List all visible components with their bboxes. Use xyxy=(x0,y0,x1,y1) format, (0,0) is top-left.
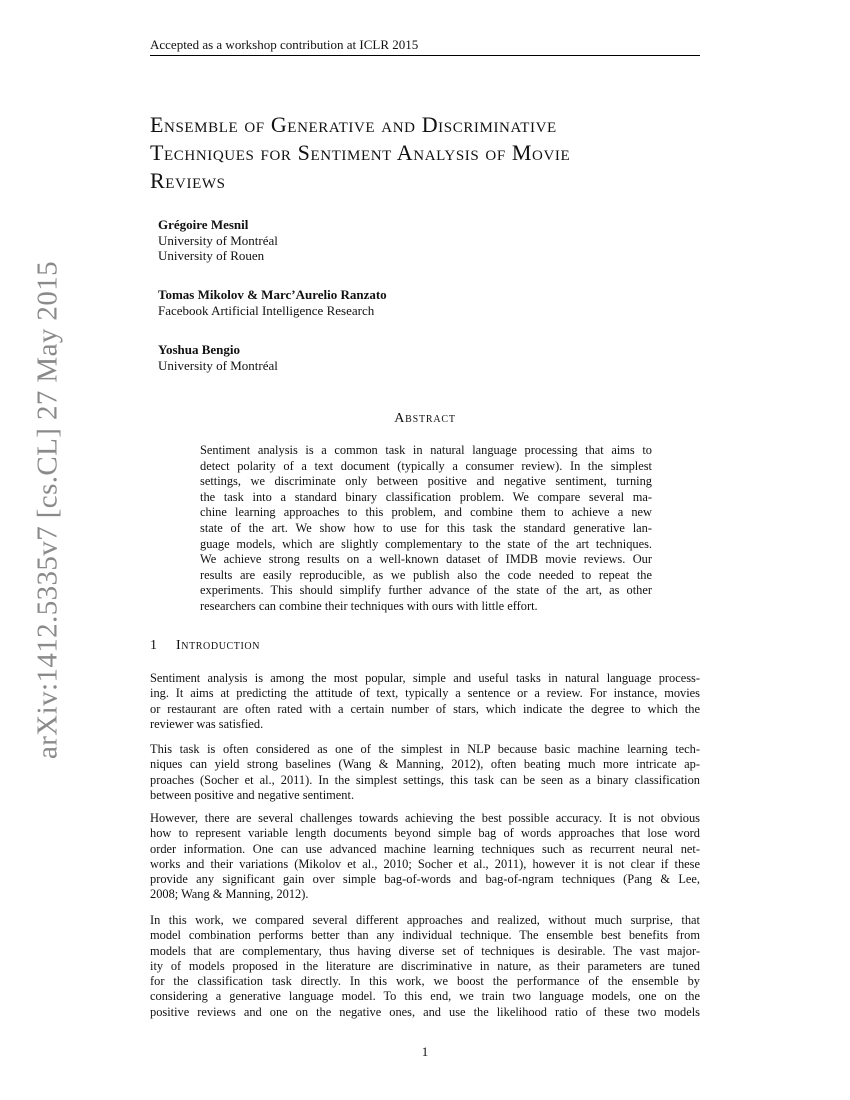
abstract-line: Sentiment analysis is a common task in natural language processing that aims to xyxy=(200,443,652,457)
abstract-line: We achieve strong results on a well-known dataset of IMDB movie reviews. Our xyxy=(200,552,652,567)
abstract-line: experiments. This should simplify further advance of the state of the art, as other xyxy=(200,583,652,598)
section-title: Introduction xyxy=(176,638,261,653)
paragraph-line: how to represent variable length documents beyond simple bag of words approaches that lose word xyxy=(150,826,700,841)
abstract-line: results are easily reproducible, as we publish also the code needed to repeat the xyxy=(200,567,652,582)
author-affiliation: University of Rouen xyxy=(158,248,265,263)
body-paragraph xyxy=(150,811,700,903)
author-affiliation: University of Montréal xyxy=(158,357,278,373)
paragraph-line: order information. One can use advanced machine learning techniques such as recurrent neural net- xyxy=(150,841,700,856)
header-rule xyxy=(150,55,700,56)
author-name: Yoshua Bengio xyxy=(158,342,240,357)
paragraph-line: positive reviews and one on the negative ones, and use the likelihood ratio of these two models xyxy=(150,1004,700,1019)
arxiv-stamp: arXiv:1412.5335v7 [cs.CL] 27 May 2015 xyxy=(31,260,64,760)
paragraph-line: works and their variations (Mikolov et al., 2010; Socher et al., 2011), however it is not clear if these xyxy=(150,856,700,871)
paragraph-line: provide any significant gain over simple bag-of-words and bag-of-ngram techniques (Pang & Lee, xyxy=(150,872,700,887)
body-paragraph xyxy=(150,913,700,1020)
paragraph-line: ing. It aims at predicting the attitude of text, typically a sentence or a review. For instance, movies xyxy=(150,686,700,701)
paragraph-line: niques can yield strong baselines (Wang & Manning, 2012), often beating much more intricate ap- xyxy=(150,757,700,772)
author-affiliation: Facebook Artificial Intelligence Research xyxy=(158,302,375,318)
section-heading xyxy=(150,638,260,654)
paragraph-line: models that are complementary, thus having diverse set of techniques is desirable. The vast major- xyxy=(150,943,700,958)
paragraph-line: for the classification task directly. In this work, we boost the performance of the ensemble by xyxy=(150,974,700,989)
abstract-line: state of the art. We show how to use for this task the standard generative lan- xyxy=(200,520,652,535)
abstract-heading: Abstract xyxy=(394,411,456,426)
author-block xyxy=(158,342,278,373)
title-line: Ensemble of Generative and Discriminative xyxy=(150,112,557,137)
paragraph-line: considering a generative language model. To this end, we train two language models, one on the xyxy=(150,989,700,1004)
abstract-line: detect polarity of a text document (typically a consumer review). In the simplest xyxy=(200,458,652,473)
body-paragraph xyxy=(150,671,700,732)
author-name: Tomas Mikolov & Marc’Aurelio Ranzato xyxy=(158,287,387,302)
abstract-line: chine learning approaches to this problem, and combine them to achieve a new xyxy=(200,505,652,520)
paragraph-line: reviewer was satisfied. xyxy=(150,716,264,731)
paper-title xyxy=(150,111,710,195)
body-paragraph xyxy=(150,742,700,803)
author-block xyxy=(158,287,387,318)
paragraph-line: model combination performs better than any individual technique. The ensemble best benefits from xyxy=(150,928,700,943)
abstract-line: guage models, which are slightly complementary to the state of the art techniques. xyxy=(200,536,652,551)
paragraph-line: In this work, we compared several different approaches and realized, without much surprise, that xyxy=(150,913,700,927)
title-line: Reviews xyxy=(150,168,226,193)
author-name: Grégoire Mesnil xyxy=(158,217,249,232)
author-block xyxy=(158,217,278,264)
paragraph-line: or restaurant are often rated with a certain number of stars, which indicate the degree to which the xyxy=(150,701,700,716)
paragraph-line: proaches (Socher et al., 2011). In the simplest settings, this task can be seen as a binary classification xyxy=(150,772,700,787)
abstract-line: settings, we discriminate only between positive and negative sentiment, turning xyxy=(200,474,652,489)
title-line: Techniques for Sentiment Analysis of Movie xyxy=(150,140,571,165)
section-number: 1 xyxy=(150,638,158,653)
abstract-body xyxy=(200,443,652,615)
author-affiliation: University of Montréal xyxy=(158,232,278,248)
paragraph-line: Sentiment analysis is among the most popular, simple and useful tasks in natural language process- xyxy=(150,671,700,685)
abstract-line: researchers can combine their techniques with ours with little effort. xyxy=(200,598,538,613)
paragraph-line: ity of models proposed in the literature are discriminative in nature, as their parameters are tuned xyxy=(150,958,700,973)
paragraph-line: between positive and negative sentiment. xyxy=(150,787,355,802)
paragraph-line: This task is often considered as one of the simplest in NLP because basic machine learning tech- xyxy=(150,742,700,756)
page-number: 1 xyxy=(421,1044,429,1059)
running-header: Accepted as a workshop contribution at ICLR 2015 xyxy=(150,37,419,52)
paragraph-line: However, there are several challenges towards achieving the best possible accuracy. It is not obvious xyxy=(150,811,700,825)
abstract-line: the task into a standard binary classification problem. We compare several ma- xyxy=(200,489,652,504)
paragraph-line: 2008; Wang & Manning, 2012). xyxy=(150,887,309,902)
